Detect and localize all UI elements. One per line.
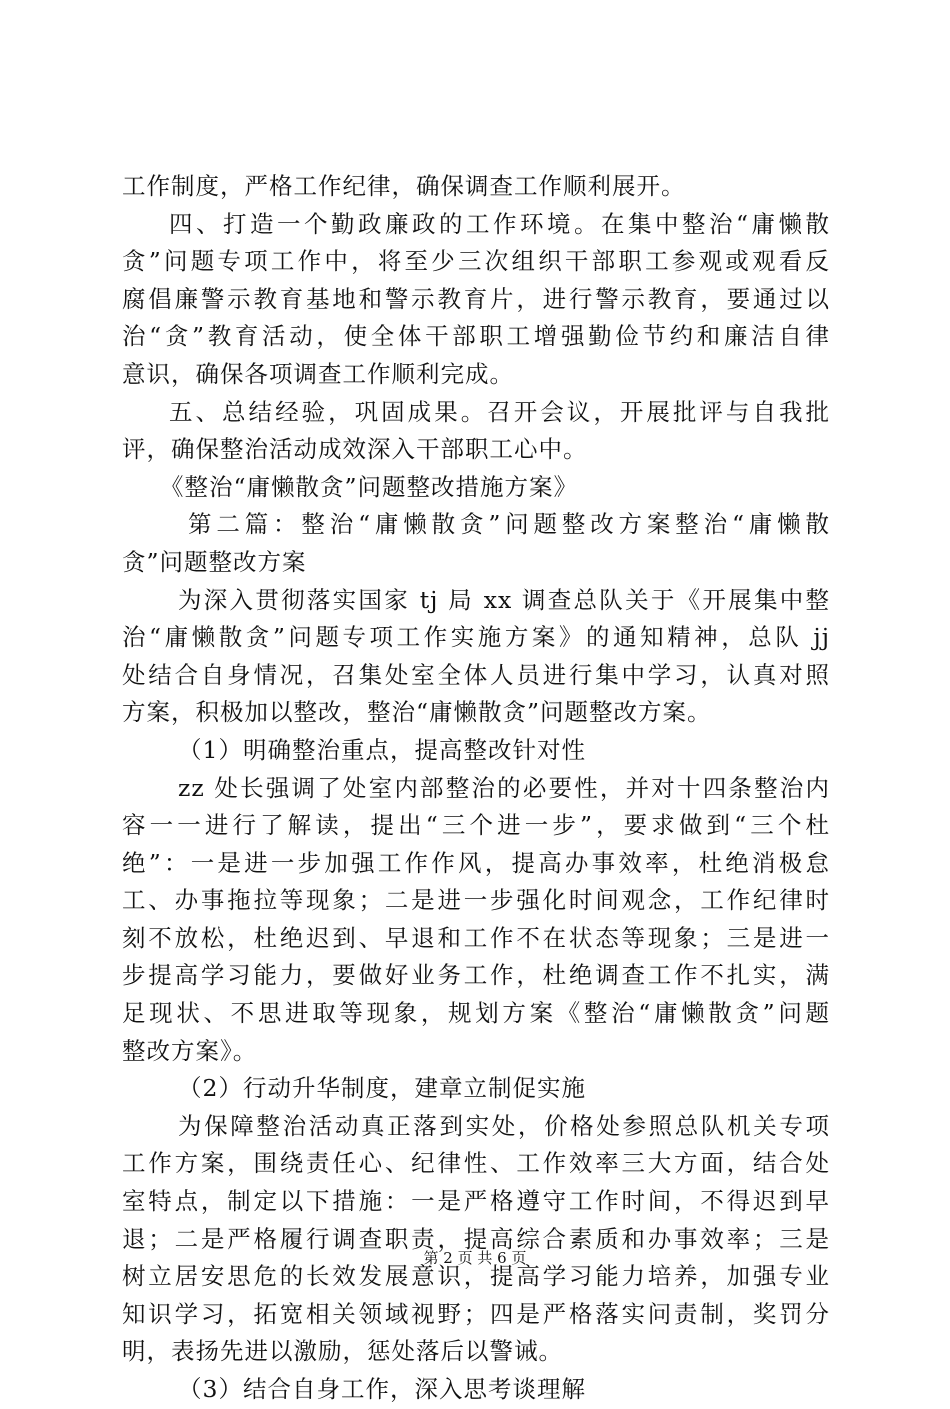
text-line: 室特点，制定以下措施：一是严格遵守工作时间，不得迟到早 xyxy=(122,1187,830,1216)
text-line: 《整治“庸懒散贪”问题整改措施方案》 xyxy=(160,472,579,501)
text-line: （2）行动升华制度，建章立制促实施 xyxy=(178,1074,586,1103)
text-line: 容一一进行了解读，提出“三个进一步”，要求做到“三个杜 xyxy=(122,811,830,840)
text-line: 步提高学习能力，要做好业务工作，杜绝调查工作不扎实，满 xyxy=(122,961,830,990)
text-line: 处结合自身情况，召集处室全体人员进行集中学习，认真对照 xyxy=(122,660,830,689)
text-line: 第二篇：整治“庸懒散贪”问题整改方案整治“庸懒散 xyxy=(188,510,830,539)
text-line: 工、办事拖拉等现象；二是进一步强化时间观念，工作纪律时 xyxy=(122,886,830,915)
text-line: 绝”：一是进一步加强工作作风，提高办事效率，杜绝消极怠 xyxy=(122,848,830,877)
text-line: （1）明确整治重点，提高整改针对性 xyxy=(178,735,586,764)
text-line: 退；二是严格履行调查职责，提高综合素质和办事效率；三是 xyxy=(122,1224,830,1253)
text-line: 明，表扬先进以激励，惩处落后以警诫。 xyxy=(122,1337,563,1366)
text-line: 刻不放松，杜绝迟到、早退和工作不在状态等现象；三是进一 xyxy=(122,923,830,952)
page-number-footer: 第 2 页 共 6 页 xyxy=(423,1249,527,1267)
text-line: 整改方案》。 xyxy=(122,1036,258,1065)
text-line: 足现状、不思进取等现象，规划方案《整治“庸懒散贪”问题 xyxy=(122,999,830,1028)
text-line: 工作制度，严格工作纪律，确保调查工作顺利展开。 xyxy=(122,172,686,200)
text-line: （3）结合自身工作，深入思考谈理解 xyxy=(178,1375,586,1403)
text-line: 治“庸懒散贪”问题专项工作实施方案》的通知精神，总队 jj xyxy=(122,623,830,652)
text-line: 评，确保整治活动成效深入干部职工心中。 xyxy=(122,435,588,464)
text-line: 知识学习，拓宽相关领域视野；四是严格落实问责制，奖罚分 xyxy=(122,1299,830,1328)
text-line: 五、总结经验，巩固成果。召开会议，开展批评与自我批 xyxy=(169,397,830,426)
document-body xyxy=(122,168,830,1409)
text-line: 方案，积极加以整改，整治“庸懒散贪”问题整改方案。 xyxy=(122,698,712,727)
text-line: zz 处长强调了处室内部整治的必要性，并对十四条整治内 xyxy=(178,773,830,802)
text-line: 为保障整治活动真正落到实处，价格处参照总队机关专项 xyxy=(178,1111,830,1140)
text-line: 为深入贯彻落实国家 tj 局 xx 调查总队关于《开展集中整 xyxy=(178,585,830,614)
text-line: 树立居安思危的长效发展意识，提高学习能力培养，加强专业 xyxy=(122,1262,830,1291)
text-line: 贪”问题专项工作中，将至少三次组织干部职工参观或观看反 xyxy=(122,247,830,276)
text-line: 工作方案，围绕责任心、纪律性、工作效率三大方面，结合处 xyxy=(122,1149,830,1178)
text-line: 四、打造一个勤政廉政的工作环境。在集中整治“庸懒散 xyxy=(169,209,830,238)
text-line: 贪”问题整改方案 xyxy=(122,547,307,576)
text-line: 意识，确保各项调查工作顺利完成。 xyxy=(122,359,514,388)
text-line: 治“贪”教育活动，使全体干部职工增强勤俭节约和廉洁自律 xyxy=(122,322,830,351)
text-line: 腐倡廉警示教育基地和警示教育片，进行警示教育，要通过以 xyxy=(122,284,830,313)
